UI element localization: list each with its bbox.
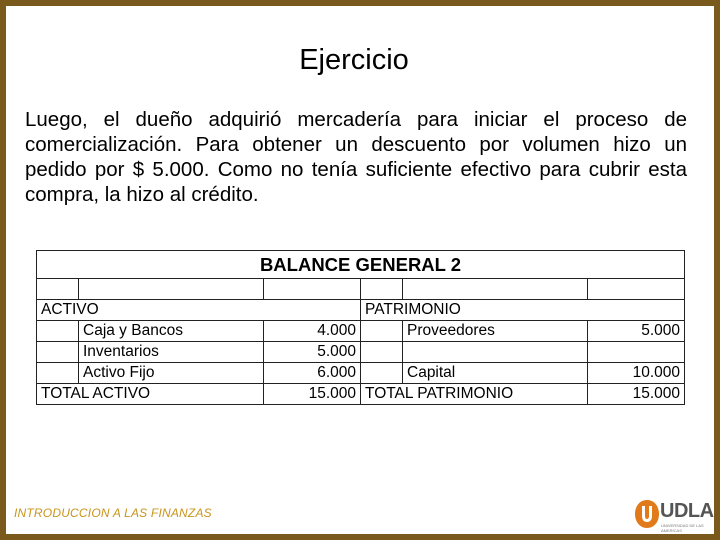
- activo-label: Activo Fijo: [79, 363, 264, 384]
- total-patrimonio-label: TOTAL PATRIMONIO: [361, 384, 588, 405]
- activo-value: 4.000: [264, 321, 361, 342]
- udla-emblem-icon: [634, 498, 660, 530]
- patrimonio-value: 5.000: [588, 321, 685, 342]
- total-activo-value: 15.000: [264, 384, 361, 405]
- patrimonio-label: [403, 342, 588, 363]
- balance-table: [36, 250, 685, 405]
- total-activo-label: TOTAL ACTIVO: [37, 384, 264, 405]
- activo-label: Inventarios: [79, 342, 264, 363]
- table-row: [37, 342, 685, 363]
- logo-text: UDLA: [660, 500, 714, 522]
- udla-logo: [634, 498, 712, 532]
- patrimonio-value: 10.000: [588, 363, 685, 384]
- activo-value: 6.000: [264, 363, 361, 384]
- patrimonio-header: PATRIMONIO: [361, 300, 685, 321]
- activo-value: 5.000: [264, 342, 361, 363]
- table-title: BALANCE GENERAL 2: [37, 251, 685, 279]
- total-patrimonio-value: 15.000: [588, 384, 685, 405]
- activo-header: ACTIVO: [37, 300, 361, 321]
- table-row: [37, 321, 685, 342]
- patrimonio-value: [588, 342, 685, 363]
- table-row-totals: [37, 384, 685, 405]
- slide-title: Ejercicio: [299, 44, 409, 76]
- table-title-row: [37, 251, 685, 279]
- patrimonio-label: Proveedores: [403, 321, 588, 342]
- table-row-headers: [37, 300, 685, 321]
- table-row-empty: [37, 279, 685, 300]
- logo-subtitle: UNIVERSIDAD DE LAS AMERICAS: [661, 523, 704, 533]
- patrimonio-label: Capital: [403, 363, 588, 384]
- table-row: [37, 363, 685, 384]
- course-footer: INTRODUCCION A LAS FINANZAS: [14, 506, 212, 520]
- activo-label: Caja y Bancos: [79, 321, 264, 342]
- slide-body-text: Luego, el dueño adquirió mercadería para iniciar el proceso de comercialización. Para obtener un descuento por volumen hizo un pedido por $ 5.000. Como no tenía suficiente efectivo para cubrir esta compra, la hizo al crédito.: [25, 108, 687, 206]
